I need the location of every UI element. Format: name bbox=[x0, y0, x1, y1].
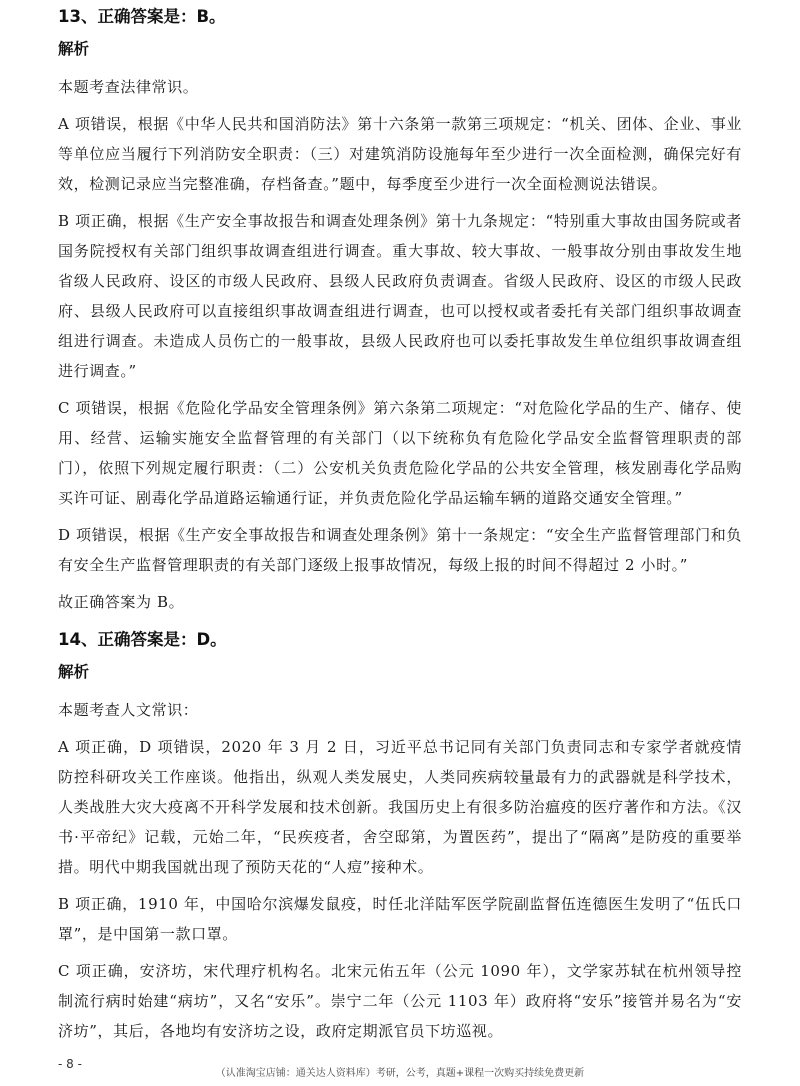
question-14-answer bbox=[58, 629, 742, 1046]
option-c-explanation: C 项错误，根据《危险化学品安全管理条例》第六条第二项规定：“对危险化学品的生产、储存、使用、经营、运输实施安全监督管理的有关部门（以下统称负有危险化学品安全监督管理职责的部门），依照下列规定履行职责：（二）公安机关负责危险化学品的公共安全管理，核发剧毒化学品购买许可证、剧毒化学品道路运输通行证，并负责危险化学品运输车辆的道路交通安全管理。” bbox=[58, 399, 742, 507]
option-a-explanation: A 项正确，D 项错误，2020 年 3 月 2 日，习近平总书记同有关部门负责同志和专家学者就疫情防控科研攻关工作座谈。他指出，纵观人类发展史，人类同疾病较量最有力的武器就是科学技术，人类战胜大灾大疫离不开科学发展和技术创新。我国历史上有很多防治瘟疫的医疗著作和方法。《汉书·平帝纪》记载，元始二年，“民疾疫者，舍空邸第，为置医药”，提出了“隔离”是防疫的重要举措。明代中期我国就出现了预防天花的“人痘”接种术。 bbox=[58, 738, 742, 876]
analysis-label: 解析 bbox=[58, 40, 90, 58]
topic-intro: 本题考查人文常识： bbox=[58, 701, 199, 719]
footer-note: （认准淘宝店铺：通关达人资料库）考研，公考，真题+课程一次购买持续免费更新 bbox=[215, 1068, 585, 1079]
option-a-explanation: A 项错误，根据《中华人民共和国消防法》第十六条第一款第三项规定：“机关、团体、企业、事业等单位应当履行下列消防安全职责：（三）对建筑消防设施每年至少进行一次全面检测，确保完好有效，检测记录应当完整准确，存档备查。”题中，每季度至少进行一次全面检测说法错误。 bbox=[58, 115, 742, 193]
option-c-explanation: C 项正确，安济坊，宋代理疗机构名。北宋元佑五年（公元 1090 年），文学家苏轼在杭州领导控制流行病时始建“病坊”，又名“安乐”。崇宁二年（公元 1103 年）政府将“安乐”接管并易名为“安济坊”，其后，各地均有安济坊之设，政府定期派官员下坊巡视。 bbox=[58, 962, 742, 1040]
analysis-label: 解析 bbox=[58, 663, 90, 681]
page-number: - 8 - bbox=[58, 1057, 82, 1071]
option-b-explanation: B 项正确，根据《生产安全事故报告和调查处理条例》第十九条规定：“特别重大事故由国务院或者国务院授权有关部门组织事故调查组进行调查。重大事故、较大事故、一般事故分别由事故发生地省级人民政府、设区的市级人民政府、县级人民政府负责调查。省级人民政府、设区的市级人民政府、县级人民政府可以直接组织事故调查组进行调查，也可以授权或者委托有关部门组织事故调查组进行调查。未造成人员伤亡的一般事故，县级人民政府也可以委托事故发生单位组织事故调查组进行调查。” bbox=[58, 212, 742, 380]
option-b-explanation: B 项正确，1910 年，中国哈尔滨爆发鼠疫，时任北洋陆军医学院副监督伍连德医生发明了“伍氏口罩”，是中国第一款口罩。 bbox=[58, 895, 742, 943]
question-14-heading: 14、正确答案是：D。 bbox=[58, 630, 227, 649]
answer-conclusion: 故正确答案为 B。 bbox=[58, 593, 185, 611]
option-d-explanation: D 项错误，根据《生产安全事故报告和调查处理条例》第十一条规定：“安全生产监督管理部门和负有安全生产监督管理职责的有关部门逐级上报事故情况，每级上报的时间不得超过 2 小时。” bbox=[58, 526, 742, 574]
question-13-answer bbox=[58, 6, 742, 617]
question-13-heading: 13、正确答案是：B。 bbox=[58, 7, 226, 26]
topic-intro: 本题考查法律常识。 bbox=[58, 78, 199, 96]
